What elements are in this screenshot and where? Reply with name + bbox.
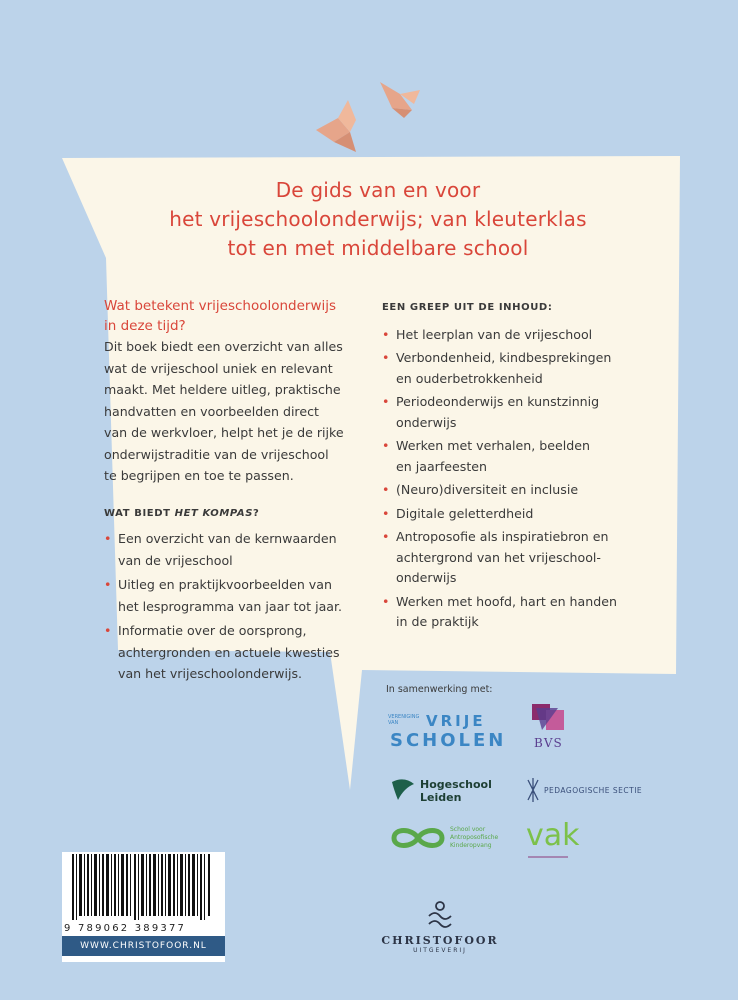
list-item	[382, 348, 657, 389]
list-item-line: onderwijs	[396, 570, 457, 585]
bird-left-icon	[316, 100, 356, 152]
vrije-scholen-word2: SCHOLEN	[390, 730, 507, 751]
contents-heading: EEN GREEP UIT DE INHOUD:	[382, 302, 553, 313]
vrije-scholen-logo	[386, 712, 507, 756]
list-item-line: in de praktijk	[396, 614, 479, 629]
list-item-line: • Werken met hoofd, hart en handen	[396, 593, 617, 609]
list-item	[104, 574, 372, 617]
hogeschool-line1: Hogeschool	[420, 778, 492, 791]
list-item-line: • Uitleg en praktijkvoorbeelden van	[118, 577, 332, 592]
christofoor-mark-icon	[425, 900, 455, 930]
headline-line-2: het vrijeschoolonderwijs; van kleuterklas	[169, 207, 587, 231]
list-item-line: en jaarfeesten	[396, 458, 488, 474]
publisher-sub: UITGEVERIJ	[413, 947, 467, 954]
bvs-logo	[528, 704, 572, 758]
intro-line: van de werkvloer, helpt het je de rijke	[104, 425, 344, 440]
list-item	[382, 436, 657, 477]
question-line: Wat betekent vrijeschoolonderwijs	[104, 298, 337, 314]
vak-text: vak	[526, 818, 580, 853]
intro-line: onderwijstraditie van de vrijeschool	[104, 446, 329, 462]
list-item-line: • Periodeonderwijs en kunstzinnig	[396, 394, 600, 409]
list-item-line: onderwijs	[396, 414, 457, 430]
hogeschool-leiden-logo	[390, 776, 510, 806]
vak-small-text-block	[528, 856, 568, 870]
vrije-scholen-word1: VRIJE	[426, 712, 486, 730]
list-item	[382, 592, 657, 633]
list-item-line: achtergronden en actuele kwesties	[118, 644, 340, 660]
list-item	[382, 325, 657, 346]
list-item-line: achtergrond van het vrijeschool-	[396, 549, 601, 565]
question-title	[104, 296, 372, 336]
infinity-icon	[390, 826, 446, 850]
list-item-line: van het vrijeschoolonderwijs.	[118, 666, 303, 681]
barcode-number: 9 789062 389377	[64, 923, 187, 934]
list-item	[104, 620, 372, 685]
headline-line-3: tot en met middelbare school	[227, 236, 529, 260]
right-column	[382, 296, 657, 636]
pedagogische-mark-icon	[526, 778, 540, 802]
contents-list	[382, 325, 657, 633]
bvs-mark-icon	[532, 704, 568, 734]
pedagogische-sectie-logo	[526, 778, 666, 804]
intro-line: wat de vrijeschool uniek en relevant	[104, 360, 333, 376]
list-item	[382, 480, 657, 501]
school-line2: Antroposofische	[450, 834, 499, 841]
website-url: WWW.CHRISTOFOOR.NL	[62, 936, 225, 956]
headline	[118, 176, 638, 263]
list-item	[382, 527, 657, 589]
list-item-line: het lesprogramma van jaar tot jaar.	[118, 598, 343, 614]
publisher-name: CHRISTOFOOR	[381, 934, 499, 947]
intro-line: maakt. Met heldere uitleg, praktische	[104, 382, 341, 397]
intro-paragraph	[104, 336, 372, 487]
list-item-line: • Informatie over de oorsprong,	[118, 623, 307, 638]
pedagogische-text: PEDAGOGISCHE SECTIE	[544, 786, 643, 795]
hogeschool-line2: Leiden	[420, 791, 462, 804]
bird-right-icon	[380, 82, 420, 118]
school-line1: School voor	[450, 826, 486, 833]
list-item	[104, 528, 372, 571]
list-item	[382, 504, 657, 525]
list-item-line: • Een overzicht van de kernwaarden	[118, 531, 337, 546]
offer-list	[104, 528, 372, 685]
list-item-line: • Digitale geletterdheid	[396, 505, 534, 521]
collab-label: In samenwerking met:	[386, 684, 493, 695]
intro-line: Dit boek biedt een overzicht van alles	[104, 339, 343, 354]
question-line: in deze tijd?	[104, 318, 186, 334]
list-item-line: • (Neuro)diversiteit en inclusie	[396, 482, 579, 497]
school-line3: Kinderopvang	[450, 842, 492, 849]
intro-line: te begrijpen en toe te passen.	[104, 468, 294, 483]
offer-heading-suffix: ?	[253, 507, 260, 519]
offer-heading-prefix: WAT BIEDT	[104, 507, 175, 519]
intro-line: handvatten en voorbeelden direct	[104, 403, 319, 419]
list-item-line: • Het leerplan van de vrijeschool	[396, 326, 593, 342]
offer-heading	[104, 503, 372, 525]
list-item	[382, 392, 657, 433]
antroposofische-kinderopvang-logo	[390, 824, 520, 854]
left-column	[104, 296, 372, 688]
list-item-line: • Verbondenheid, kindbesprekingen	[396, 350, 612, 365]
offer-heading-title: HET KOMPAS	[174, 507, 254, 519]
list-item-line: • Antroposofie als inspiratiebron en	[396, 529, 609, 544]
vrije-scholen-small: VERENIGING VAN	[388, 714, 420, 726]
hogeschool-leaf-icon	[390, 778, 416, 802]
bvs-text: BVS	[534, 736, 563, 750]
publisher-logo	[380, 900, 500, 954]
headline-line-1: De gids van en voor	[275, 178, 481, 202]
list-item-line: van de vrijeschool	[118, 552, 233, 568]
list-item-line: • Werken met verhalen, beelden	[396, 438, 590, 453]
list-item-line: en ouderbetrokkenheid	[396, 370, 543, 386]
barcode-bars	[62, 854, 225, 924]
vak-logo	[526, 818, 596, 870]
